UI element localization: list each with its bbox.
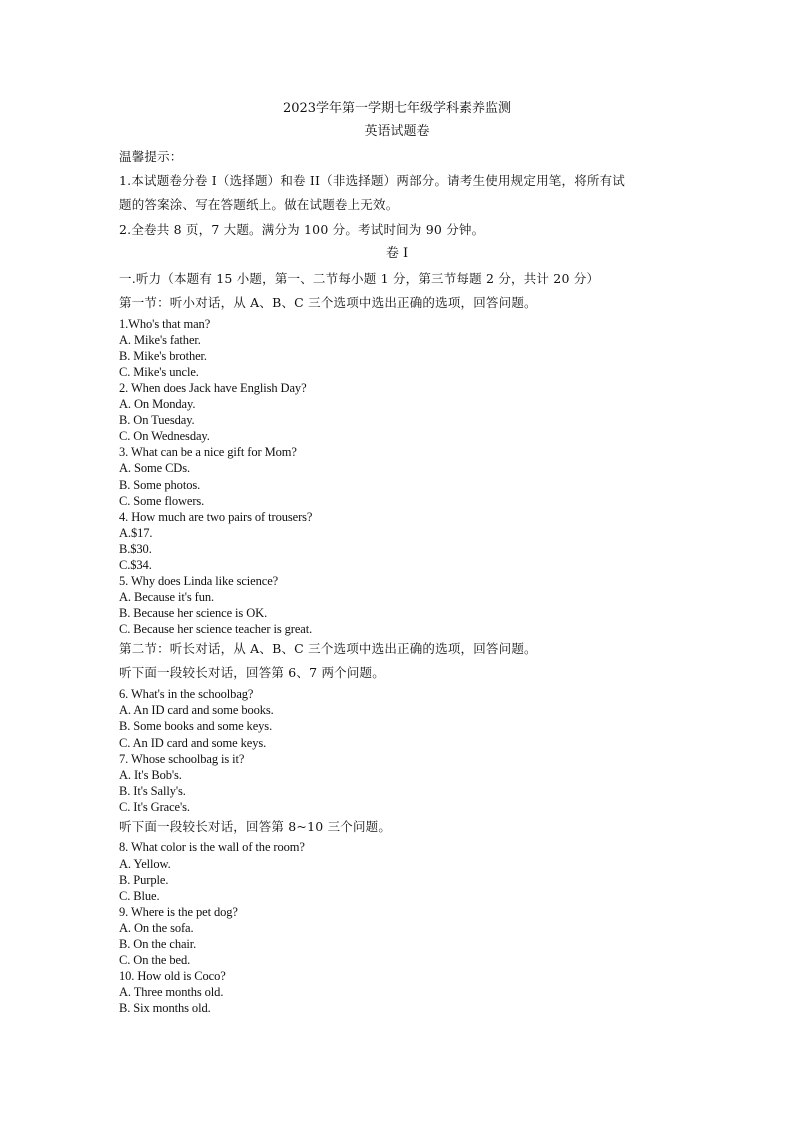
- part-one-heading: 第一节：听小对话，从 A、B、C 三个选项中选出正确的选项，回答问题。: [119, 295, 537, 310]
- question-5-option-c: C. Because her science teacher is great.: [119, 622, 313, 636]
- question-3: 3. What can be a nice gift for Mom?: [119, 445, 297, 459]
- part-two-heading: 第二节：听长对话，从 A、B、C 三个选项中选出正确的选项，回答问题。: [119, 641, 537, 656]
- question-2-option-b: B. On Tuesday.: [119, 413, 195, 427]
- notice-item-1-line-1: 1.本试题卷分卷 I（选择题）和卷 II（非选择题）两部分。请考生使用规定用笔，将所有试: [119, 173, 625, 188]
- question-4-option-a: A.$17.: [119, 526, 153, 540]
- notice-heading: 温馨提示：: [119, 149, 183, 164]
- question-6-option-c: C. An ID card and some keys.: [119, 736, 267, 750]
- question-1-option-a: A. Mike's father.: [119, 333, 201, 347]
- question-10-option-b: B. Six months old.: [119, 1001, 211, 1015]
- dialog-b-intro: 听下面一段较长对话，回答第 8~10 三个问题。: [119, 819, 392, 834]
- question-4: 4. How much are two pairs of trousers?: [119, 510, 313, 524]
- question-10: 10. How old is Coco?: [119, 969, 226, 983]
- question-2-option-a: A. On Monday.: [119, 397, 196, 411]
- question-3-option-b: B. Some photos.: [119, 478, 201, 492]
- question-5: 5. Why does Linda like science?: [119, 574, 279, 588]
- notice-item-2: 2.全卷共 8 页，7 大题。满分为 100 分。考试时间为 90 分钟。: [119, 222, 485, 237]
- question-6: 6. What's in the schoolbag?: [119, 687, 254, 701]
- question-2: 2. When does Jack have English Day?: [119, 381, 307, 395]
- question-8: 8. What color is the wall of the room?: [119, 840, 305, 854]
- question-6-option-a: A. An ID card and some books.: [119, 703, 274, 717]
- question-9: 9. Where is the pet dog?: [119, 905, 238, 919]
- question-8-option-c: C. Blue.: [119, 889, 160, 903]
- question-6-option-b: B. Some books and some keys.: [119, 719, 273, 733]
- question-2-option-c: C. On Wednesday.: [119, 429, 210, 443]
- question-9-option-c: C. On the bed.: [119, 953, 191, 967]
- question-3-option-a: A. Some CDs.: [119, 461, 191, 475]
- question-4-option-b: B.$30.: [119, 542, 152, 556]
- question-8-option-a: A. Yellow.: [119, 857, 171, 871]
- exam-subtitle: 英语试题卷: [364, 124, 430, 139]
- question-5-option-b: B. Because her science is OK.: [119, 606, 268, 620]
- volume-label: 卷 I: [385, 246, 409, 261]
- question-1-option-c: C. Mike's uncle.: [119, 365, 199, 379]
- question-9-option-b: B. On the chair.: [119, 937, 197, 951]
- question-9-option-a: A. On the sofa.: [119, 921, 194, 935]
- section-one-heading: 一.听力（本题有 15 小题，第一、二节每小题 1 分，第三节每题 2 分，共计 20 分）: [119, 271, 600, 286]
- question-7: 7. Whose schoolbag is it?: [119, 752, 245, 766]
- question-8-option-b: B. Purple.: [119, 873, 169, 887]
- question-4-option-c: C.$34.: [119, 558, 152, 572]
- question-7-option-c: C. It's Grace's.: [119, 800, 190, 814]
- notice-item-1-line-2: 题的答案涂、写在答题纸上。做在试题卷上无效。: [119, 197, 399, 212]
- question-1-option-b: B. Mike's brother.: [119, 349, 207, 363]
- question-10-option-a: A. Three months old.: [119, 985, 224, 999]
- dialog-a-intro: 听下面一段较长对话，回答第 6、7 两个问题。: [119, 665, 385, 680]
- question-1: 1.Who's that man?: [119, 317, 211, 331]
- question-7-option-b: B. It's Sally's.: [119, 784, 186, 798]
- exam-title: 2023学年第一学期七年级学科素养监测: [282, 101, 512, 116]
- question-7-option-a: A. It's Bob's.: [119, 768, 182, 782]
- question-3-option-c: C. Some flowers.: [119, 494, 205, 508]
- question-5-option-a: A. Because it's fun.: [119, 590, 215, 604]
